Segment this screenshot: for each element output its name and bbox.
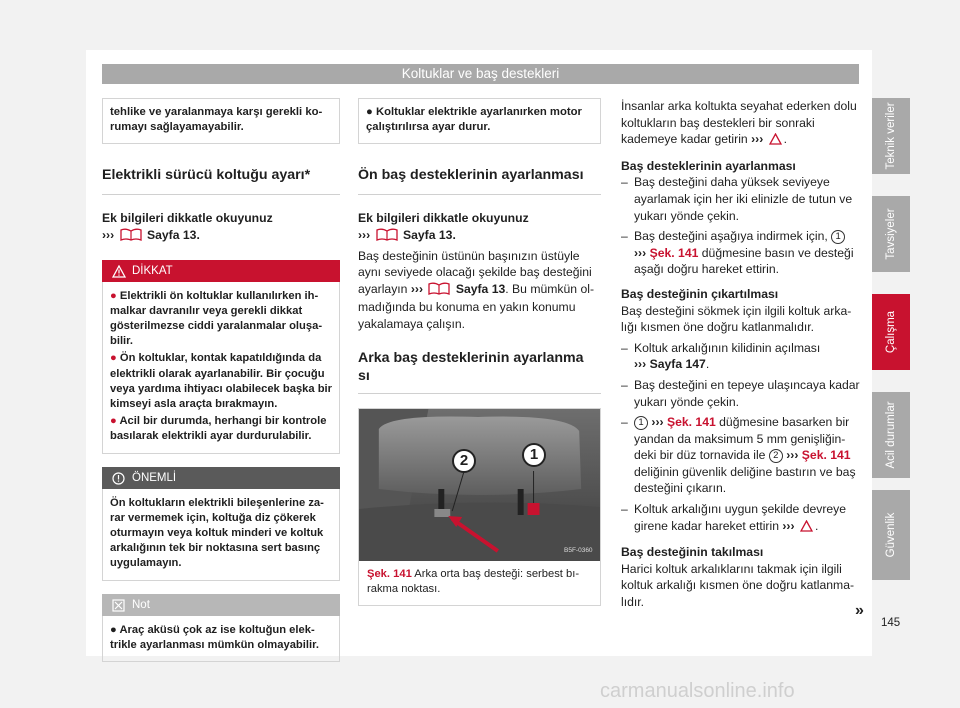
dikkat-header — [102, 260, 340, 282]
callout-1: 1 — [831, 230, 845, 244]
column-2 — [358, 98, 601, 606]
remove-step: – Koltuk arkalığının kilidinin açılması ››› Sayfa 147. — [621, 340, 821, 372]
adjust-step: – Baş desteğini daha yüksek seviyeye ayarlamak için her iki elinizle de tutun ve yukarı yönde çekin. — [621, 175, 853, 223]
sayfa-link[interactable]: Sayfa 13 — [455, 281, 506, 296]
tab-calisma[interactable]: Çalışma — [872, 294, 910, 370]
warning-triangle-icon — [800, 520, 813, 537]
callout-1: 1 — [634, 416, 648, 430]
column-1 — [102, 98, 340, 662]
figure-ref: Şek. 141 — [367, 567, 412, 580]
book-icon — [120, 228, 142, 246]
watermark: carmanualsonline.info — [600, 680, 795, 702]
figure-label-1: 1 — [522, 443, 546, 467]
figure-141 — [358, 408, 601, 606]
heading-adjust: Baş desteklerinin ayarlanması — [621, 158, 796, 173]
tab-tavsiyeler[interactable]: Tavsiyeler — [872, 196, 910, 272]
warning-continuation-box — [102, 98, 340, 144]
figure-link[interactable]: Şek. 141 — [649, 245, 699, 260]
tab-acil-durumlar[interactable]: Acil durumlar — [872, 392, 910, 478]
sayfa-link[interactable]: Sayfa 147 — [649, 357, 706, 372]
onemli-title: ÖNEMLİ — [132, 471, 177, 484]
figure-label-2: 2 — [452, 449, 476, 473]
figure-link[interactable]: Şek. 141 — [666, 415, 716, 430]
dikkat-item: ● Acil bir durumda, herhangi bir kontrole basılarak elektrikli ayar durdurulabilir. — [110, 415, 327, 443]
read-info-ref[interactable]: ››› Sayfa 13. — [358, 227, 601, 246]
section-title-front-headrest: Ön baş desteklerinin ayarlanması — [358, 166, 601, 195]
dikkat-title: DİKKAT — [132, 264, 173, 277]
warning-triangle-icon — [112, 264, 126, 286]
dikkat-box — [102, 260, 340, 454]
heading-install: Baş desteğinin takılması — [621, 545, 764, 560]
column-3 — [621, 98, 861, 611]
not-header — [102, 594, 340, 616]
remove-step: – Baş desteğini en tepeye ulaşıncaya kadar yukarı yönde çekin. — [621, 377, 860, 409]
motor-note-box: ● Koltuklar elektrikle ayarlanırken motor çalıştırılırsa ayar durur. — [358, 98, 601, 144]
figure-caption: Şek. 141 Arka orta baş desteği: serbest bırakma noktası. — [367, 567, 580, 595]
remove-step: – Koltuk arkalığını uygun şekilde devreye girene kadar hareket ettirin ››› . — [621, 501, 861, 536]
read-info-label: Ek bilgileri dikkatle okuyunuz — [102, 211, 273, 226]
not-title: Not — [132, 598, 150, 611]
dikkat-item: ● Ön koltuklar, kontak kapatıldığında da elektrikli olarak ayarlanabilir. Bir çocuğu veya yardıma ihtiyacı olabilecek başka bir kimseyi asla araçta bırakmayın. — [110, 352, 333, 411]
motor-note-text: Koltuklar elektrikle ayarlanırken motor çalıştırılırsa ayar durur. — [366, 106, 582, 134]
heading-remove: Baş desteğinin çıkartılması — [621, 286, 779, 301]
callout-2: 2 — [769, 449, 783, 463]
page-number: 145 — [881, 617, 901, 629]
onemli-box — [102, 467, 340, 581]
figure-link[interactable]: Şek. 141 — [801, 448, 851, 463]
section-title-electric-seat: Elektrikli sürücü koltuğu ayarı* — [102, 166, 340, 195]
figure-code: B5F-0360 — [564, 546, 593, 554]
onemli-body: Ön koltukların elektrikli bileşenlerine zarar vermemek için, koltuğa diz çökerek oturmayın veya koltuk minderi ve koltuk arkalığının tek bir noktasına sert basınç uygulamayın. — [102, 489, 340, 581]
note-icon — [112, 598, 125, 620]
info-circle-icon — [112, 471, 125, 493]
warning-triangle-icon — [769, 133, 782, 150]
warning-continuation-text: tehlike ve yaralanmaya karşı gerekli korumayı sağlayamayabilir. — [110, 106, 323, 134]
remove-step: – 1 ››› Şek. 141 düğmesine basarken bir yandan da maksimum 5 mm genişliğindeki bir düz tornavida ile 2 ››› Şek. 141 deliğinin güvenlik deliğine bastırın ve baş desteğini çıkarın. — [621, 415, 856, 496]
intro-text: İnsanlar arka koltukta seyahat ederken dolu koltukların baş destekleri bir sonraki kademeye kadar getirin ››› . — [621, 98, 861, 150]
continue-arrow: » — [855, 602, 864, 619]
section-title-rear-headrest: Arka baş desteklerinin ayarlanma sı — [358, 349, 601, 394]
page-header: Koltuklar ve baş destekleri — [102, 64, 859, 84]
read-info-label: Ek bilgileri dikkatle okuyunuz — [358, 211, 529, 226]
adjust-step: – Baş desteğini aşağıya indirmek için, 1 ››› Şek. 141 düğmesine basın ve desteği aşağı doğru hareket ettirin. — [621, 229, 854, 277]
book-icon — [428, 282, 450, 300]
read-info-ref[interactable]: ››› Sayfa 13. — [102, 227, 340, 246]
not-box — [102, 594, 340, 662]
dikkat-item: ● Elektrikli ön koltuklar kullanılırken ihmalkar davranılır veya gerekli dikkat gösterilmezse ciddi yaralanmalar oluşabilir. — [110, 289, 323, 348]
remove-text: Baş desteğini sökmek için ilgili koltuk arkalığı kısmen öne doğru katlanmalıdır. — [621, 303, 852, 335]
dikkat-body — [102, 282, 340, 454]
rear-headrest-illustration — [359, 409, 600, 561]
book-icon — [376, 228, 398, 246]
tab-guvenlik[interactable]: Güvenlik — [872, 490, 910, 580]
install-text: Harici koltuk arkalıklarını takmak için ilgili koltuk arkalığı kısmen öne doğru katlanmalıdır. — [621, 561, 855, 610]
onemli-header — [102, 467, 340, 489]
front-headrest-text: Baş desteğinin üstünün başınızın üstüyle aynı seviyede olacağı şekilde baş desteğini ayarlayın ››› Sayfa 13. Bu mümkün olmadığında bu konuma en yakın konumu yakalamaya çalışın. — [358, 248, 595, 331]
not-body: ● Araç aküsü çok az ise koltuğun elektrikle ayarlanması mümkün olmayabilir. — [102, 616, 340, 662]
tab-teknik-veriler[interactable]: Teknik veriler — [872, 98, 910, 174]
